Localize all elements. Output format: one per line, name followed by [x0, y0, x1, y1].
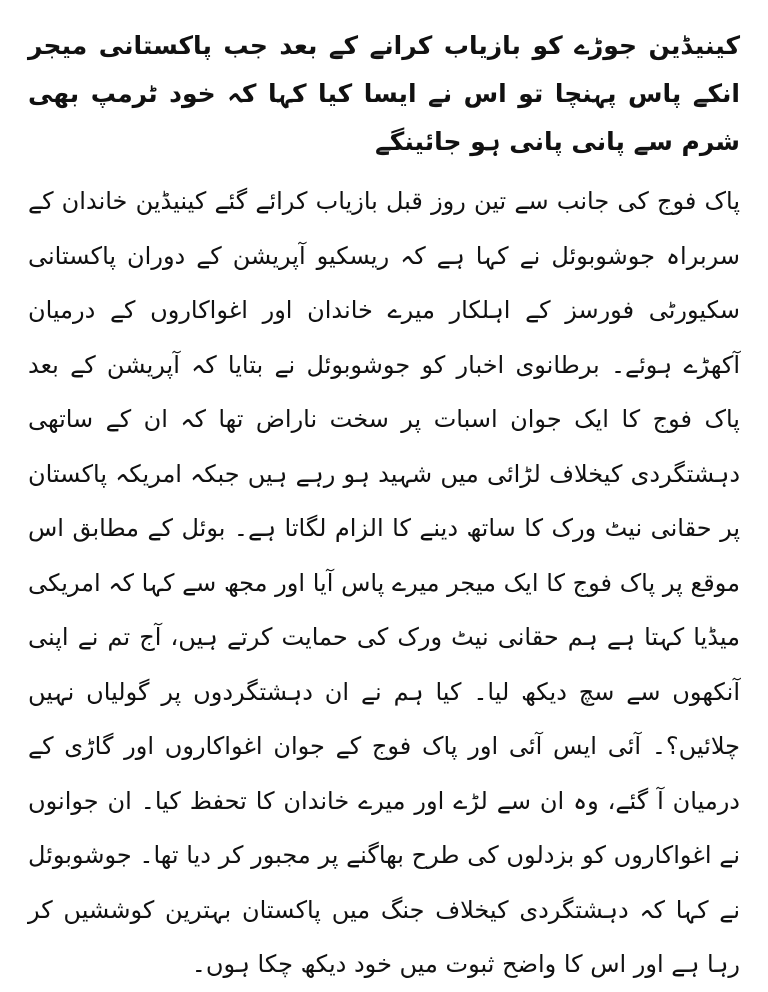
article [28, 0, 740, 978]
article-headline: کینیڈین جوڑے کو بازیاب کرانے کے بعد جب پاکستانی میجر انکے پاس پہنچا تو اس نے ایسا کیا کہا کہ خود ٹرمپ بھی شرم سے پانی پانی ہو جائینگے [28, 31, 740, 156]
article-body: پاک فوج کی جانب سے تین روز قبل بازیاب کرائے گئے کینیڈین خاندان کے سربراہ جوشوبوئل نے کہا ہے کہ ریسکیو آپریشن کے دوران پاکستانی سکیورٹی فورسز کے اہلکار میرے خاندان اور اغواکاروں کے درمیان آکھڑے ہوئے۔ برطانوی اخبار کو جوشوبوئل نے بتایا کہ آپریشن کے بعد پاک فوج کا ایک جوان اسبات پر سخت ناراض تھا کہ ان کے ساتھی دہشتگردی کیخلاف لڑائی میں شہید ہو رہے ہیں جبکہ امریکہ پاکستان پر حقانی نیٹ ورک کا ساتھ دینے کا الزام لگاتا ہے۔ بوئل کے مطابق اس موقع پر پاک فوج کا ایک میجر میرے پاس آیا اور مجھ سے کہا کہ امریکی میڈیا کہتا ہے ہم حقانی نیٹ ورک کی حمایت کرتے ہیں، آج تم نے اپنی آنکھوں سے سچ دیکھ لیا۔ کیا ہم نے ان دہشتگردوں پر گولیاں نہیں چلائیں؟۔ آئی ایس آئی اور پاک فوج کے جوان اغواکاروں اور گاڑی کے درمیان آ گئے، وہ ان سے لڑے اور میرے خاندان کا تحفظ کیا۔ ان جوانوں نے اغواکاروں کو بزدلوں کی طرح بھاگنے پر مجبور کر دیا تھا۔ جوشوبوئل نے کہا کہ دہشتگردی کیخلاف جنگ میں پاکستان بہترین کوششیں کر رہا ہے اور اس کا واضح ثبوت میں خود دیکھ چکا ہوں۔ [28, 187, 740, 978]
